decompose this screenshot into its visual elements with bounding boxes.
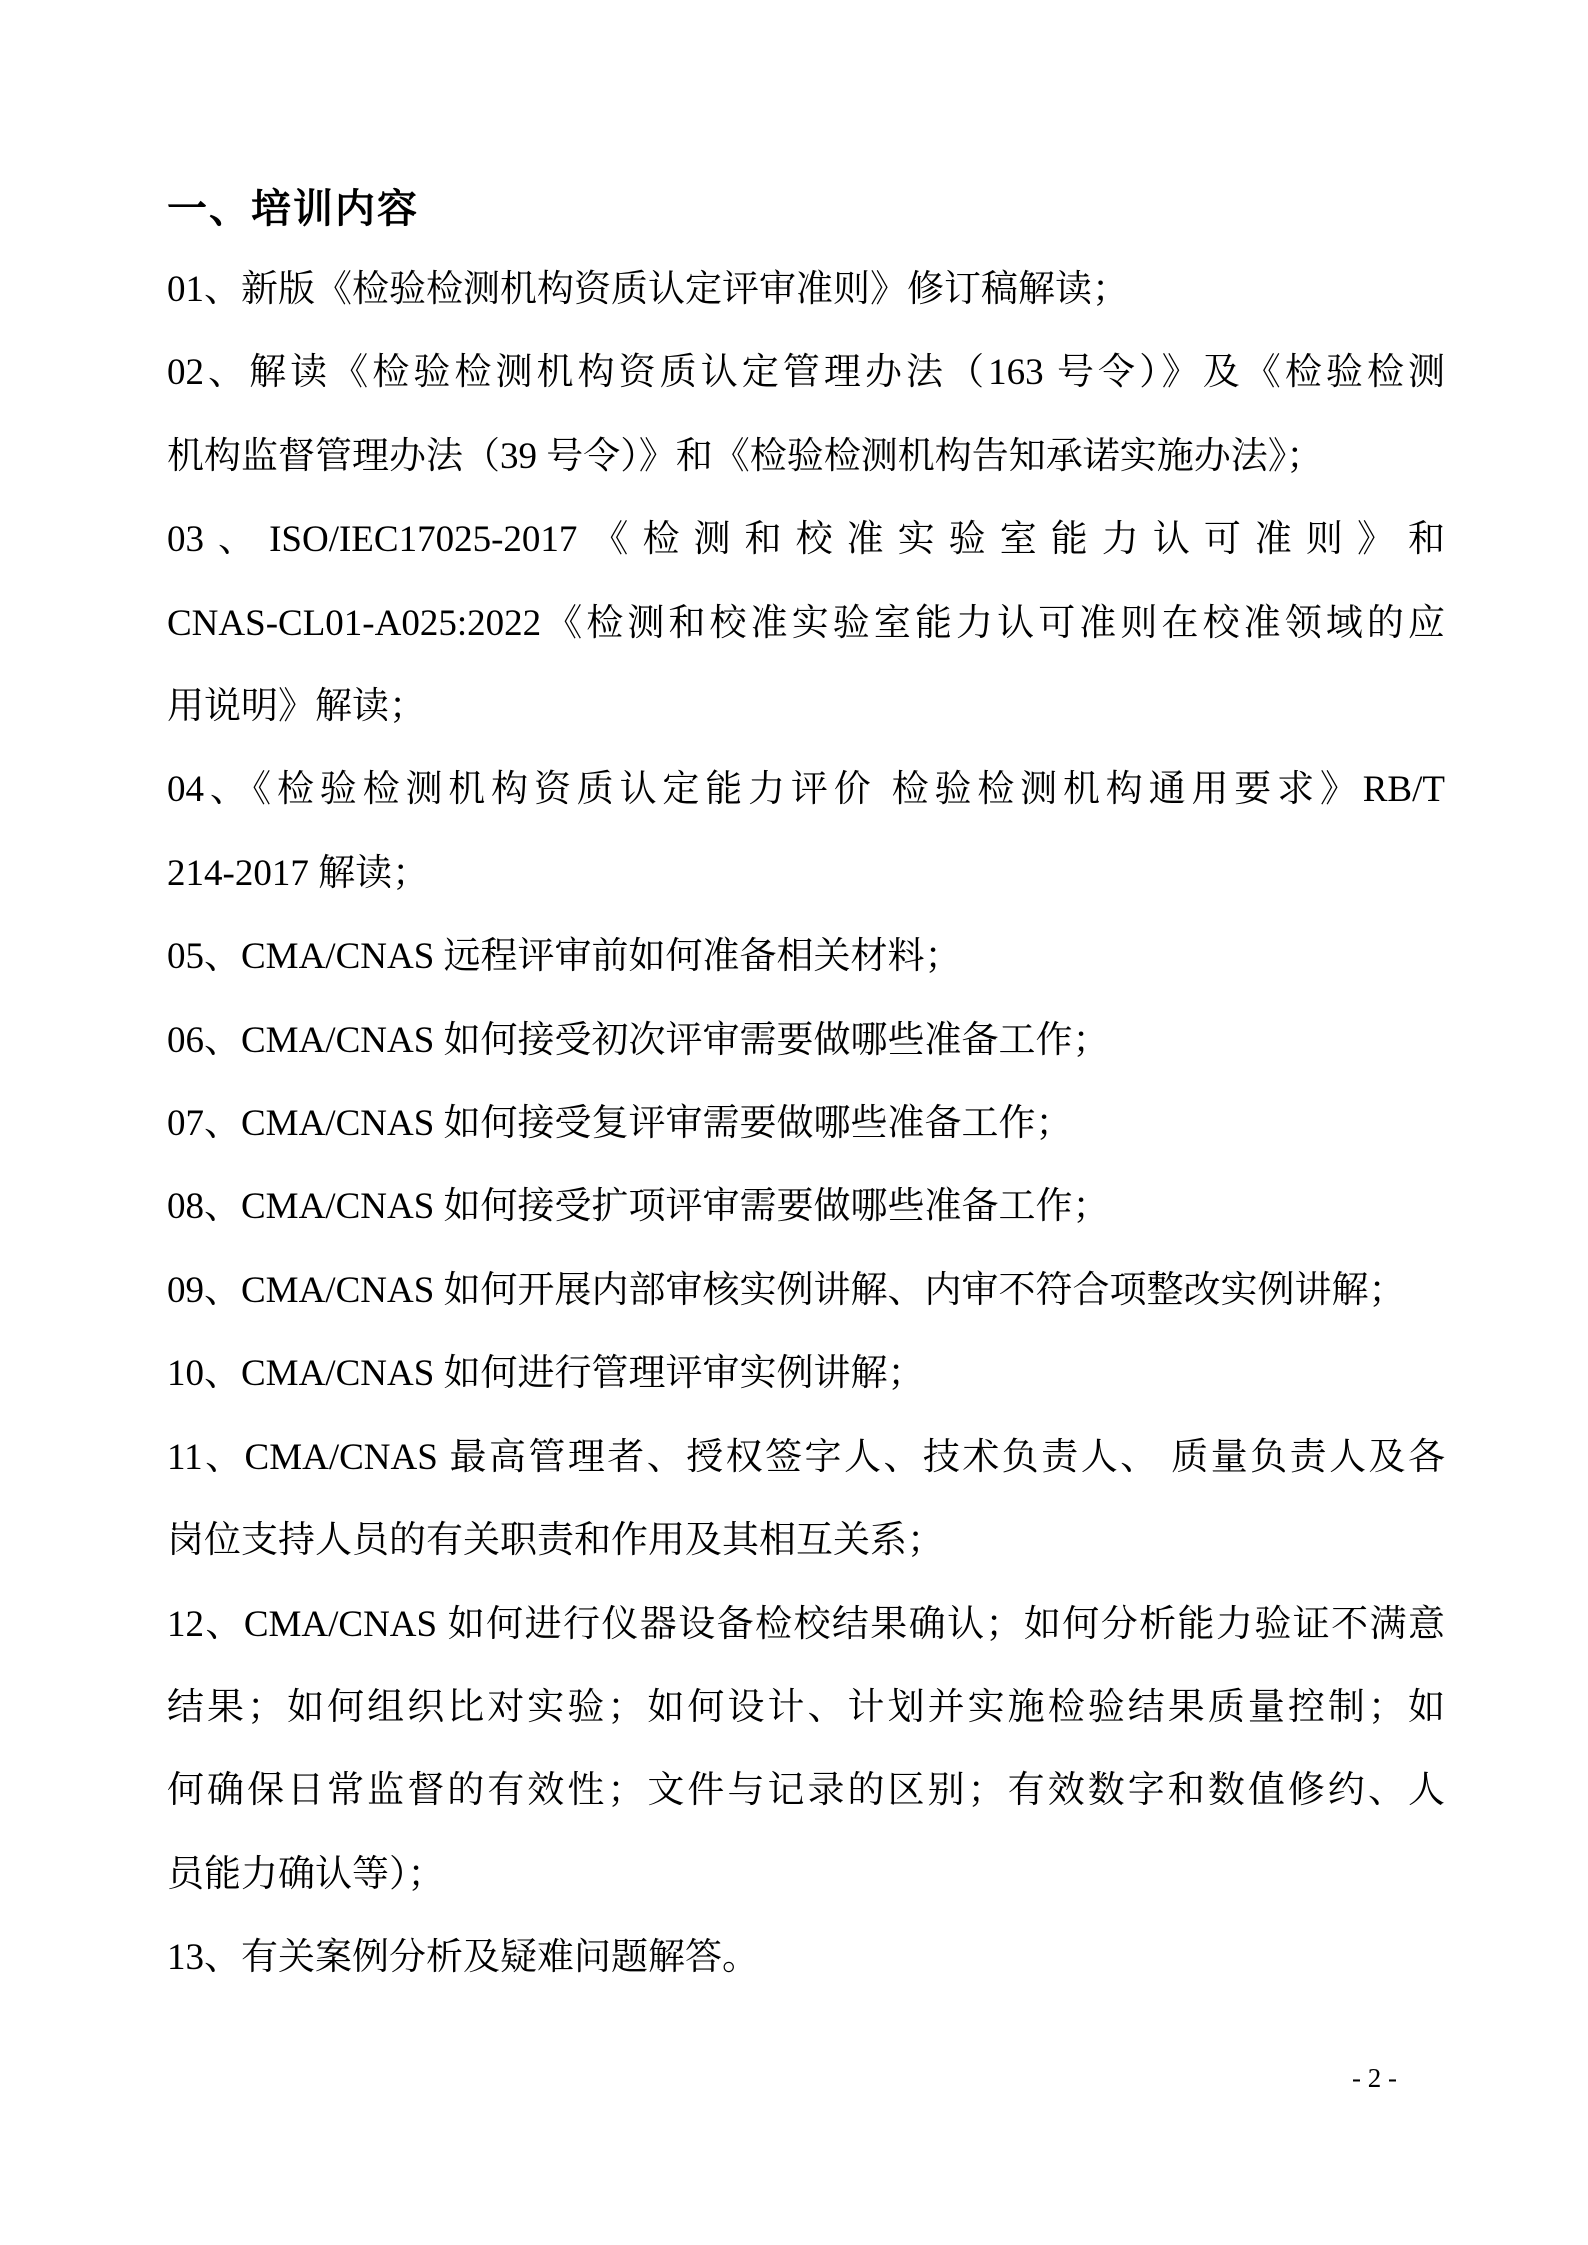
item-06-line-1: 06、CMA/CNAS 如何接受初次评审需要做哪些准备工作； bbox=[167, 1019, 1110, 1061]
item-02-line-2: 机构监督管理办法（39 号令）》和《检验检测机构告知承诺实施办法》； bbox=[167, 435, 1324, 477]
item-05-line-1: 05、CMA/CNAS 远程评审前如何准备相关材料； bbox=[167, 936, 962, 978]
page-number: - 2 - bbox=[1352, 2063, 1397, 2093]
item-03-line-2: CNAS-CL01-A025:2022《检测和校准实验室能力认可准则在校准领域的应 bbox=[167, 602, 1445, 644]
item-13-line-1: 13、有关案例分析及疑难问题解答。 bbox=[167, 1937, 759, 1979]
item-03-line-1: 03、ISO/IEC17025-2017《检测和校准实验室能力认可准则》和 bbox=[167, 519, 1445, 561]
item-12-line-2: 结果；如何组织比对实验；如何设计、计划并实施检验结果质量控制；如 bbox=[167, 1686, 1445, 1728]
item-07-line-1: 07、CMA/CNAS 如何接受复评审需要做哪些准备工作； bbox=[167, 1103, 1073, 1145]
item-11-line-1: 11、CMA/CNAS 最高管理者、授权签字人、技术负责人、 质量负责人及各 bbox=[167, 1436, 1445, 1478]
item-04-line-2: 214-2017 解读； bbox=[167, 852, 430, 894]
item-12-line-3: 何确保日常监督的有效性；文件与记录的区别；有效数字和数值修约、人 bbox=[167, 1770, 1445, 1812]
item-02-line-1: 02、解读《检验检测机构资质认定管理办法（163 号令）》及《检验检测 bbox=[167, 352, 1445, 394]
item-12-line-1: 12、CMA/CNAS 如何进行仪器设备检校结果确认；如何分析能力验证不满意 bbox=[167, 1603, 1445, 1645]
item-08-line-1: 08、CMA/CNAS 如何接受扩项评审需要做哪些准备工作； bbox=[167, 1186, 1110, 1228]
item-04-line-1: 04、《检验检测机构资质认定能力评价 检验检测机构通用要求》RB/T bbox=[167, 769, 1445, 811]
document-content bbox=[167, 170, 1445, 2000]
item-10-line-1: 10、CMA/CNAS 如何进行管理评审实例讲解； bbox=[167, 1353, 925, 1395]
item-09-line-1: 09、CMA/CNAS 如何开展内部审核实例讲解、内审不符合项整改实例讲解； bbox=[167, 1269, 1406, 1311]
item-12-line-4: 员能力确认等）； bbox=[167, 1853, 445, 1895]
item-11-line-2: 岗位支持人员的有关职责和作用及其相互关系； bbox=[167, 1520, 944, 1562]
section-heading: 一、培训内容 bbox=[167, 187, 419, 231]
item-01-line-1: 01、新版《检验检测机构资质认定评审准则》修订稿解读； bbox=[167, 269, 1129, 310]
item-03-line-3: 用说明》解读； bbox=[167, 686, 426, 728]
